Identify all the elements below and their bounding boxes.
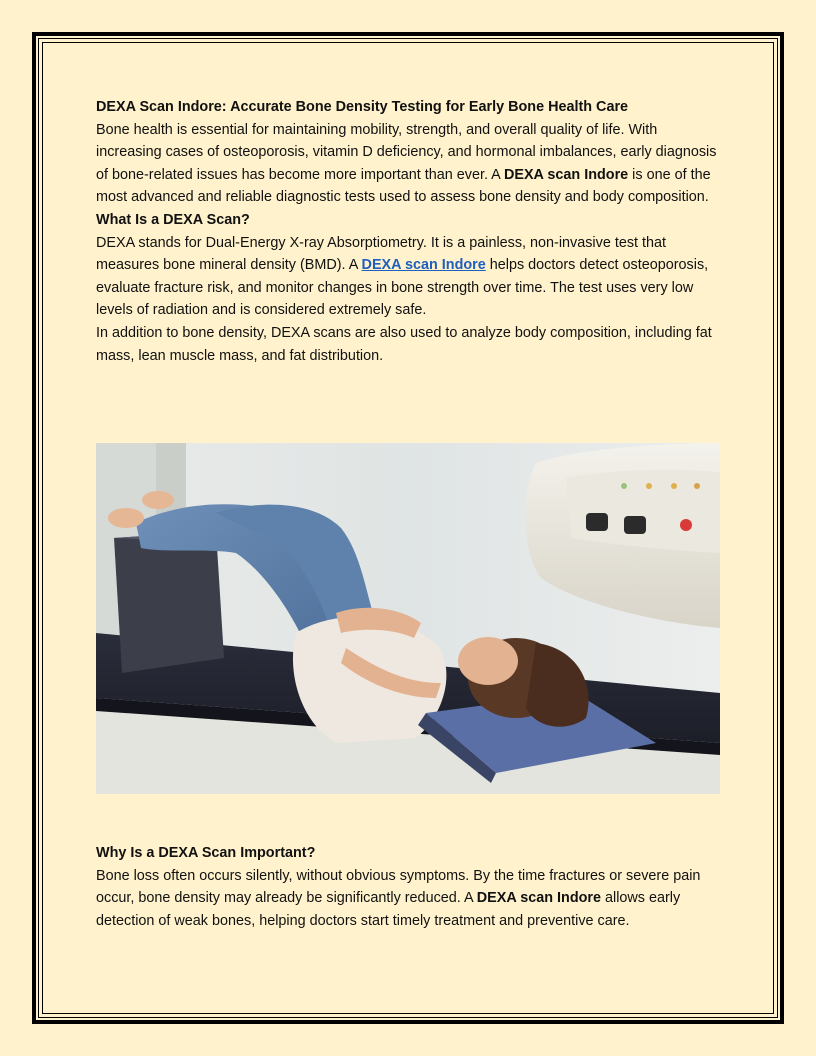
- what-text-1: DEXA stands for Dual-Energy X-ray Absorptiometry. It is a painless, non-invasive test that measures bone mineral density (BMD). A: [96, 234, 667, 274]
- intro-paragraph: [96, 119, 722, 209]
- why-important-paragraph: [96, 865, 722, 933]
- intro-text-1: Bone health is essential for maintaining mobility, strength, and overall quality of life. With increasing cases of osteoporosis, vitamin D deficiency, and hormonal imbalances, early diagnosis of bone-related issues has become more important than ever. A: [96, 121, 717, 183]
- what-text-2: helps doctors detect osteoporosis, evaluate fracture risk, and monitor changes in bone strength over time. The test uses very low levels of radiation and is considered extremely safe.: [96, 257, 709, 319]
- intro-bold-keyword: DEXA scan Indore: [503, 166, 629, 183]
- what-is-paragraph: [96, 232, 722, 322]
- document-body: [96, 96, 722, 367]
- why-text-1: Bone loss often occurs silently, without obvious symptoms. By the time fractures or severe pain occur, bone density may already be significantly reduced. A: [96, 867, 701, 907]
- intro-text-2: is one of the most advanced and reliable diagnostic tests used to assess bone density and body composition.: [96, 166, 711, 206]
- why-text-2: allows early detection of weak bones, helping doctors start timely treatment and preventive care.: [96, 890, 681, 929]
- dexa-scan-photo: [96, 443, 720, 794]
- body-composition-paragraph: In addition to bone density, DEXA scans are also used to analyze body composition, including fat mass, lean muscle mass, and fat distribution.: [96, 324, 712, 364]
- why-bold-keyword: DEXA scan Indore: [476, 890, 601, 907]
- document-title: DEXA Scan Indore: Accurate Bone Density Testing for Early Bone Health Care: [96, 99, 629, 115]
- why-section: [96, 842, 722, 932]
- dexa-scan-indore-link[interactable]: DEXA scan Indore: [361, 257, 486, 274]
- why-important-heading: Why Is a DEXA Scan Important?: [96, 845, 316, 861]
- what-is-heading: What Is a DEXA Scan?: [96, 211, 250, 228]
